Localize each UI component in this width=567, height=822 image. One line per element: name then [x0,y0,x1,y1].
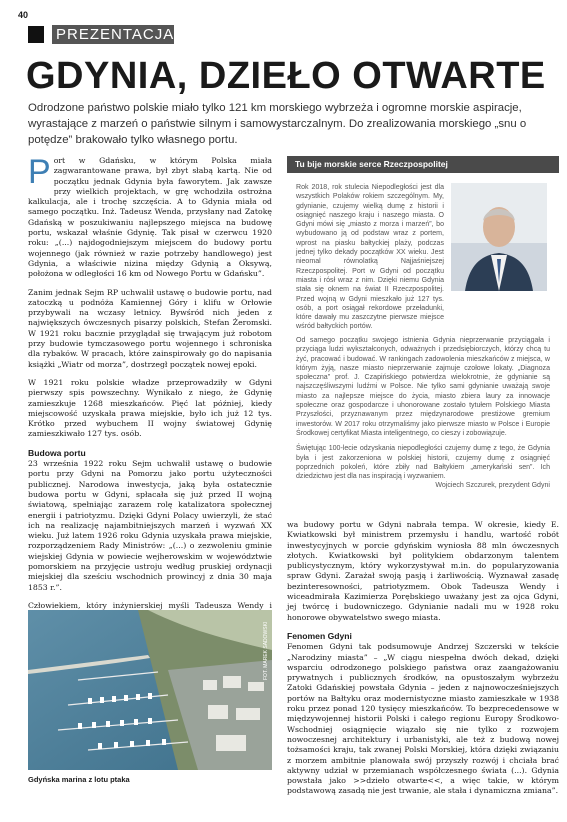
paragraph: Port w Gdańsku, w którym Polska miała zagwarantowane prawa, był zbyt słabą kartą. Nie od początku jednak Gdynia była faworytem. Jak zawsze przy wielkich projektach, w grę wchodziła ostrożna kalkulacja, ale i trochę szczęścia. A to Gdynia miała od samego początku. Inż. Tadeusz Wenda, przysłany nad Zatokę Gdańską w poszukiwaniu najlepszego miejsca na budowę portu, wskazał właśnie Gdynię. Tak pisał w czerwcu 1920 roku: „(...) najdogodniejszym miejscem do budowy portu wojennego (jak również w razie potrzeby handlowego) jest Gdynia, a właściwie nizina między Gdynią a Oksywą, położona w odległości 16 km od Nowego Portu w Gdańsku”. [28,153,272,279]
subheading: Budowa portu [28,447,86,458]
paragraph: 23 września 1922 roku Sejm uchwalił ustawę o budowie portu przy Gdyni na Pomorzu jako portu użyteczności publicznej. Narodowa inwestycja, jaką była ostatecznie budowa portu w Gdyni, spłacała się już przed II wojną światową, spełniając zarazem rolę katalizatora społecznej energii i patriotyzmu. Dzięki Gdyni Polacy uwierzyli, że stać ich na realizację najambitniejszych marzeń i wyzwań XX wieku. Już latem 1926 roku Gdynia uzyskała prawa miejskie, rozporządzeniem Rady Ministrów: „(...) o zezwoleniu gminie wiejskiej Gdynia w powiecie wejherowskim w województwie pomorskiem na przyjęcie ustroju według pruskiej ordynacji miejskiej dla sześciu wschodnich prowincyj z dnia 30 maja 1853 r.”. [28,459,272,592]
paragraph: Zanim jednak Sejm RP uchwalił ustawę o budowie portu, nad zatoczką u podnóża Kamiennej Góry i klifu w Orłowie przybywali na wczasy letnicy. Bywśród nich jeden z największych ówczesnych pisarzy polskich, Stefan Żeromski. W 1921 roku bacznie przyglądał się trwającym już robotom przy budowie tymczasowego portu wojennego i schroniska dla rybaków. W pracach, które zainspirowały go do napisania książki „Wiatr od morza”, dostrzegł początek nowej epoki. [28,287,272,369]
article-lead: Odrodzone państwo polskie miało tylko 121 km morskiego wybrzeża i ogromne morskie aspiracje, wyrastające z marzeń o państwie silnym i samowystarczalnym. Do zrealizowania morskiego „snu o potędze” brakowało tylko własnego portu. [28,102,527,146]
photo-credit: FOT. MAREK SADOWSKI [263,621,269,680]
subheading: Fenomen Gdyni [287,630,352,641]
paragraph: W 1921 roku polskie władze przeprowadziły w Gdyni pierwszy spis powszechny. Wynikało z niego, że Gdynię zamieszkuje 1268 mieszkańców. Pięć lat później, kiedy miejscowość uzyskała prawa miejskie, było ich już 12 tys. Krótko przed wybuchem II wojny światowej Gdynię zamieszkiwało 127 tys. osób. [28,377,272,439]
sidebar-heading: Tu bije morskie serce Rzeczpospolitej [287,156,559,173]
photo-caption: Gdyńska marina z lotu ptaka [28,775,130,784]
sidebar-paragraph: Od samego początku swojego istnienia Gdynia nieprzerwanie przyciągała i przyciąga ludzi wykształconych, odważnych i przedsiębiorczych, którzy chcą tu żyć, pracować i budować. W rankingach zadowolenia mieszkańców z miejsca, w którym żyją, nasze miasto nieprzerwanie zajmuje czołowe lokaty. „Diagnoza społeczna” prof. J. Czapińskiego potwierdza wielokrotnie, że gdynianie są najszczęśliwszymi ludźmi w Polsce. Nie tylko sami gdynianie uważają swoje miasto za najlepsze miejsce do życia, miasto zbiera laury za innowacje społeczne oraz gospodarcze i uhonorowane zostało tytułem Polskiego Miasta Przyszłości, przyznawanym przez międzynarodowe prestiżowe gremium inwestorów. W 2017 roku otrzymaliśmy jako pierwsze miasto w Polsce i Europie Środkowej certyfikat Miasta inteligentnego, co cieszy i zobowiązuje. [296,337,550,437]
marina-photo [28,610,272,770]
page-number: 40 [18,10,29,20]
portrait-illustration [451,183,547,291]
marina-aerial-illustration [28,610,272,770]
section-marker [28,26,44,43]
paragraph: Fenomen Gdyni tak podsumowuje Andrzej Szczerski w tekście „Narodziny miasta” – „W ciągu niespełna dwóch dekad, dzięki wsparciu odrodzonego polskiego państwa oraz zaangażowaniu prywatnych i publicznych środków, na opustoszałym wybrzeżu Zatoki Gdańskiej powstała Gdynia – jeden z najnowocześniejszych portów na Bałtyku oraz modernistyczne miasto zamieszkałe w 1938 roku przez ponad 120 tysięcy mieszkańców. To bezprecedensowe w międzywojennej historii Polski i całego regionu Europy Środkowo-Wschodniej osiągnięcie wiązało się nie tylko z rozwojem nowoczesnej architektury i urbanistyki, ale też z budową nowej tożsamości kraju, tak zwanej Polski Morskiej, która dzięki związaniu z morzem ambitnie planowała swój przyszły rozwój i chciała brać aktywny udział w przemianach współczesnego świata (...). Gdynia powstała jako >>dzieło otwarte<<, a więc takie, w którym podstawową zasadą nie jest trwanie, ale stała i dynamiczna zmiana”. [287,642,559,796]
sidebar-paragraph: Świętując 100-lecie odzyskania niepodległości czujemy dumę z tego, że Gdynia była i jest zakorzeniona w polskiej historii, czujemy dumę z osiągnięć poprzednich pokoleń, które zbiły nad Bałtykiem „amerykański sen”. Ich dziedzictwo jest dla nas inspiracją i wyzwaniem. [296,445,550,481]
section-label: PREZENTACJA [52,25,174,44]
sidebar-text-bottom [296,336,550,491]
sidebar-signature: Wojciech Szczurek, prezydent Gdyni [435,482,550,490]
sidebar-paragraph: Rok 2018, rok stulecia Niepodległości jest dla wszystkich Polaków rokiem szczególnym. My, gdynianie, czujemy wielką dumę z historii i osiągnięć naszego kraju i naszego miasta. O Gdyni mówi się „miasto z morza i marzeń”, bo wybudowano ją od podstaw wraz z portem, wprost na piasku bałtyckiej plaży, podczas jednej tylko dekady początków XX wieku. Jest nieomal równolatką Najjaśniejszej Rzeczpospolitej. Port w Gdyni od początku miasta i rósł wraz z nim. Dzięki niemu Gdynia stała się oknem na świat II Rzeczpospolitej. Przed wojną w Gdyni mieszkało już 127 tys. osób, a port osiągał rekordowe przeładunki, które dawały mu zaszczytne pierwsze miejsce wśród bałtyckich portów. [296,184,444,331]
left-column [28,153,272,683]
paragraph: Człowiekiem, który inżynierskiej myśli Tadeusza Wendy i [28,600,272,610]
drop-cap: P [28,153,51,191]
portrait-photo [451,183,547,291]
paragraph: wa budowy portu w Gdyni nabrała tempa. W okresie, kiedy E. Kwiatkowski był ministrem przemysłu i handlu, wartość robót inwestycyjnych w porcie gdyńskim wyniosła 88 mln ówczesnych złotych. Kwiatkowski był politykiem obdarzonym talentem publicystycznym, który wykorzystywał m.in. do popularyzowania spraw Gdyni. Zarażał swoją pasją i żarliwością. Wyznawał zasadę bezinteresowności, patriotyzmem. Obok Tadeusza Wendy i wiceadmirała Kazimierza Porębskiego uważany jest za ojca Gdyni, jej twórcę i budowniczego. Gdynianie nadali mu w 1928 roku honorowe obywatelstwo swego miasta. [287,520,559,622]
article-title: GDYNIA, DZIEŁO OTWARTE [26,55,546,97]
sidebar-text-top [296,183,444,338]
right-column [287,520,559,805]
